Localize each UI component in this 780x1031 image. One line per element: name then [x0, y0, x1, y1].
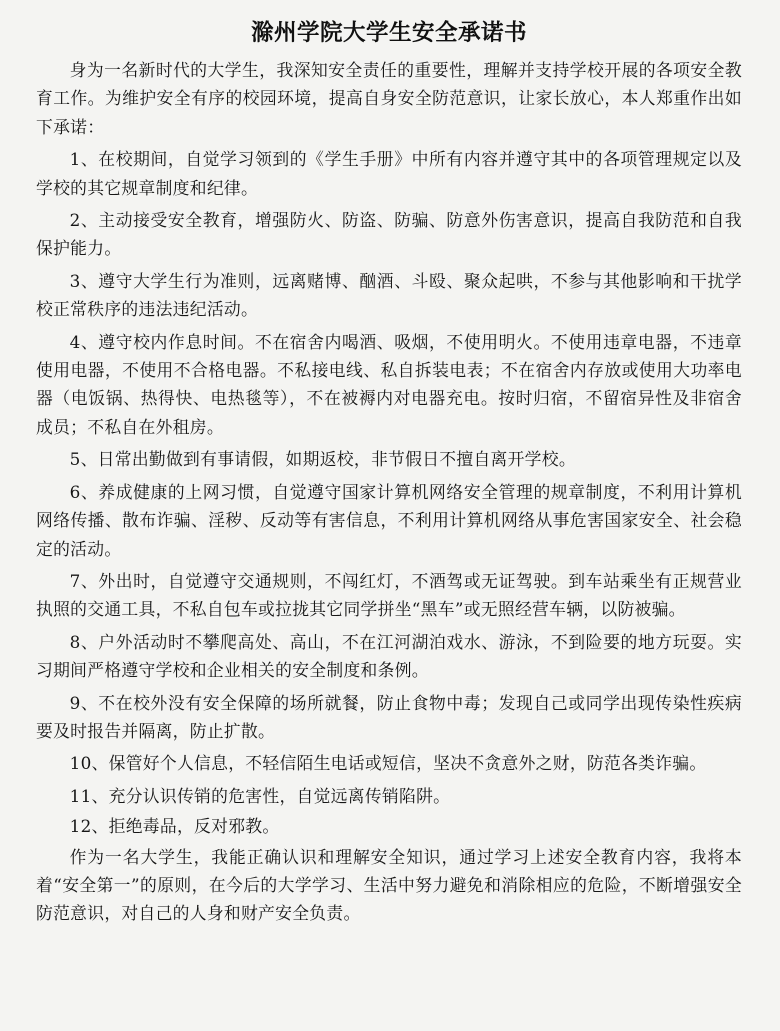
document-title: 滁州学院大学生安全承诺书 — [250, 20, 527, 46]
commitment-item-3: 3、遵守大学生行为准则，远离赌博、酗酒、斗殴、聚众起哄，不参与其他影响和干扰学校正常秩序的违法违纪活动。 — [36, 270, 742, 320]
commitment-item-9: 9、不在校外没有安全保障的场所就餐，防止食物中毒；发现自己或同学出现传染性疾病要及时报告并隔离，防止扩散。 — [36, 692, 742, 741]
intro-paragraph: 身为一名新时代的大学生，我深知安全责任的重要性，理解并支持学校开展的各项安全教育工作。为维护安全有序的校园环境，提高自身安全防范意识，让家长放心，本人郑重作出如下承诺： — [36, 60, 742, 137]
commitment-item-11: 11、充分认识传销的危害性，自觉远离传销陷阱。 — [69, 785, 451, 806]
commitment-item-6: 6、养成健康的上网习惯，自觉遵守国家计算机网络安全管理的规章制度，不利用计算机网络传播、散布诈骗、淫秽、反动等有害信息，不利用计算机网络从事危害国家安全、社会稳定的活动。 — [36, 481, 742, 559]
commitment-item-4: 4、遵守校内作息时间。不在宿舍内喝酒、吸烟，不使用明火。不使用违章电器，不违章使用电器，不使用不合格电器。不私接电线、私自拆装电表；不在宿舍内存放或使用大功率电器（电饭锅、热得快、电热毯等），不在被褥内对电器充电。按时归宿，不留宿异性及非宿舍成员；不私自在外租房。 — [36, 331, 742, 437]
commitment-item-8: 8、户外活动时不攀爬高处、高山，不在江河湖泊戏水、游泳，不到险要的地方玩耍。实习期间严格遵守学校和企业相关的安全制度和条例。 — [36, 631, 742, 681]
commitment-item-10: 10、保管好个人信息，不轻信陌生电话或短信，坚决不贪意外之财，防范各类诈骗。 — [69, 753, 707, 774]
commitment-item-5: 5、日常出勤做到有事请假，如期返校，非节假日不擅自离开学校。 — [69, 449, 576, 470]
commitment-item-12: 12、拒绝毒品，反对邪教。 — [69, 816, 280, 837]
closing-paragraph: 作为一名大学生，我能正确认识和理解安全知识，通过学习上述安全教育内容，我将本着“安全第一”的原则，在今后的大学学习、生活中努力避免和消除相应的危险，不断增强安全防范意识，对自己的人身和财产安全负责。 — [36, 846, 742, 924]
commitment-item-7: 7、外出时，自觉遵守交通规则，不闯红灯，不酒驾或无证驾驶。到车站乘坐有正规营业执照的交通工具，不私自包车或拉拢其它同学拼坐“黑车”或无照经营车辆，以防被骗。 — [36, 570, 742, 620]
commitment-item-1: 1、在校期间，自觉学习领到的《学生手册》中所有内容并遵守其中的各项管理规定以及学校的其它规章制度和纪律。 — [36, 149, 742, 198]
commitment-item-2: 2、主动接受安全教育，增强防火、防盗、防骗、防意外伤害意识，提高自我防范和自我保护能力。 — [36, 210, 742, 259]
